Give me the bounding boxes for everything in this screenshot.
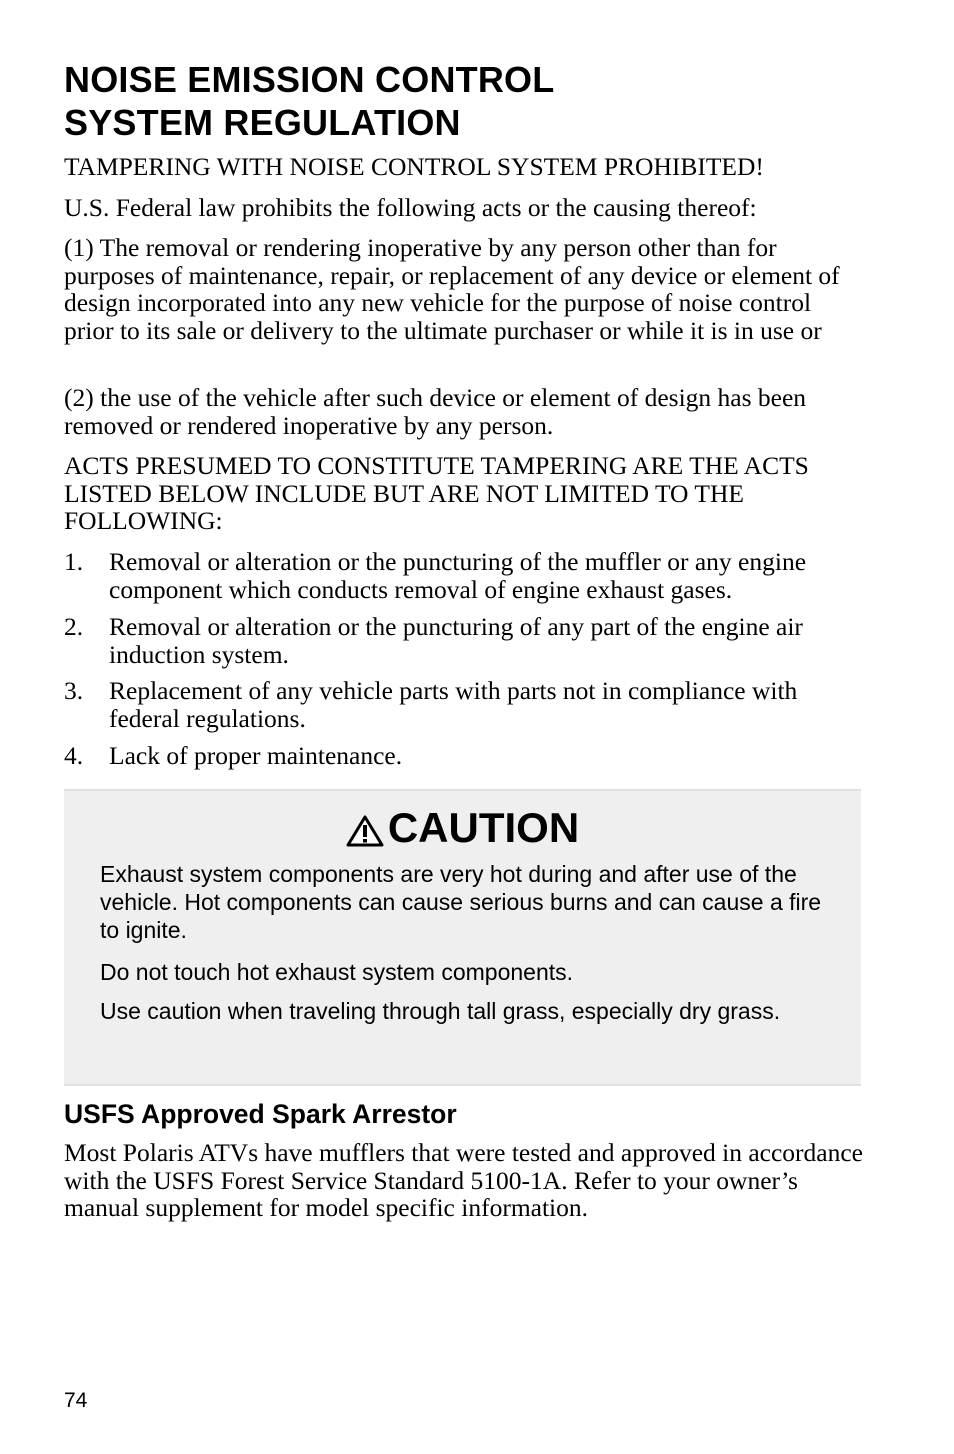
caution-paragraph-2: Do not touch hot exhaust system components. — [100, 959, 574, 985]
usfs-heading: USFS Approved Spark Arrestor — [64, 1099, 457, 1129]
clause-1-paragraph: (1) The removal or rendering inoperative by any person other than for purposes of maintenance, repair, or replacement of any device or element of design incorporated into any new vehicle for the purpose of noise control prior to its sale or delivery to the ultimate purchaser or while it is in use or — [64, 233, 840, 345]
title-line-2: SYSTEM REGULATION — [64, 102, 461, 143]
list-number: 2. — [64, 612, 84, 641]
federal-law-paragraph: U.S. Federal law prohibits the following acts or the causing thereof: — [64, 193, 757, 222]
list-number: 4. — [64, 741, 84, 770]
caution-paragraph-3: Use caution when traveling through tall grass, especially dry grass. — [100, 998, 781, 1024]
list-number: 3. — [64, 676, 84, 705]
list-text: Removal or alteration or the puncturing of the muffler or any engine component which conducts removal of engine exhaust gases. — [109, 547, 807, 604]
warning-triangle-icon — [346, 815, 384, 847]
tampering-heading: TAMPERING WITH NOISE CONTROL SYSTEM PROHIBITED! — [64, 152, 764, 181]
page-title — [64, 58, 554, 144]
title-line-1: NOISE EMISSION CONTROL — [64, 59, 555, 100]
acts-presumed-paragraph: ACTS PRESUMED TO CONSTITUTE TAMPERING ARE THE ACTS LISTED BELOW INCLUDE BUT ARE NOT LIMITED TO THE FOLLOWING: — [64, 451, 809, 535]
list-text: Lack of proper maintenance. — [109, 741, 403, 770]
usfs-paragraph: Most Polaris ATVs have mufflers that were tested and approved in accordance with the USFS Forest Service Standard 5100-1A. Refer to your owner’s manual supplement for model specific information. — [64, 1138, 863, 1222]
caution-label: CAUTION — [387, 804, 580, 851]
list-text: Removal or alteration or the puncturing of any part of the engine air induction system. — [109, 612, 803, 669]
caution-paragraph-1: Exhaust system components are very hot during and after use of the vehicle. Hot components can cause serious burns and can cause a fire to ignite. — [100, 861, 822, 943]
caution-box — [64, 789, 861, 1086]
page-number: 74 — [64, 1389, 88, 1412]
list-text: Replacement of any vehicle parts with parts not in compliance with federal regulations. — [109, 676, 798, 733]
list-number: 1. — [64, 547, 84, 576]
caution-header — [64, 803, 861, 853]
clause-2-paragraph: (2) the use of the vehicle after such device or element of design has been removed or rendered inoperative by any person. — [64, 383, 807, 440]
